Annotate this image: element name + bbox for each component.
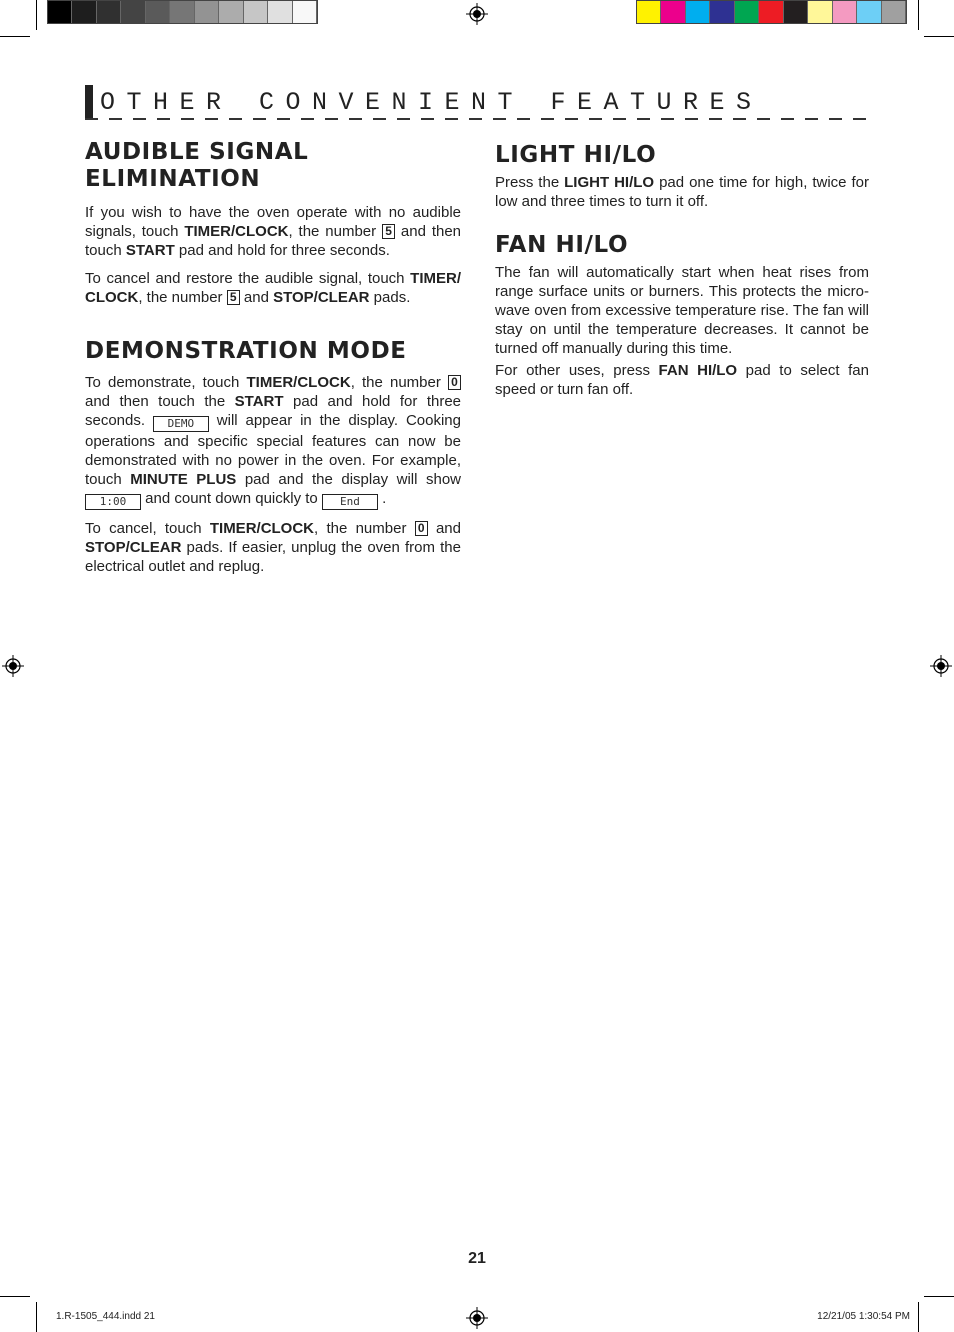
crop-mark (36, 1302, 37, 1332)
registration-mark-icon (466, 3, 488, 25)
crop-mark (918, 0, 919, 30)
number-key: 0 (448, 375, 461, 390)
demo-paragraph-2: To cancel, touch TIMER/CLOCK, the number 0 and STOP/CLEAR pads. If easier, unplug the oven from the electrical outlet and replug. (85, 520, 461, 575)
fan-paragraph-1: The fan will automatically start when heat rises from range surface units or burners. This protects the micro-wave oven from excessive temperature rise. The fan will stay on until the temperature decreases. It cannot be turned off manually during this time. (495, 264, 869, 357)
gray-swatch (121, 1, 145, 23)
color-swatch (686, 1, 710, 23)
color-swatch (882, 1, 906, 23)
fan-section (495, 232, 869, 399)
color-swatch (833, 1, 857, 23)
color-bar (636, 0, 907, 24)
gray-swatch (293, 1, 317, 23)
gray-swatch (195, 1, 219, 23)
color-swatch (637, 1, 661, 23)
gray-swatch (268, 1, 292, 23)
color-swatch (808, 1, 832, 23)
registration-mark-icon (466, 1307, 488, 1329)
gray-swatch (146, 1, 170, 23)
gray-swatch (170, 1, 194, 23)
lcd-display-demo: DEMO (153, 416, 209, 432)
gray-swatch (72, 1, 96, 23)
fan-paragraph-2: For other uses, press FAN HI/LO pad to select fan speed or turn fan off. (495, 362, 869, 398)
page-number: 21 (468, 1250, 486, 1267)
grayscale-bar (47, 0, 318, 24)
light-heading: LIGHT HI/LO (495, 142, 657, 168)
gray-swatch (48, 1, 72, 23)
lcd-display-time: 1:00 (85, 494, 141, 510)
audible-heading: AUDIBLE SIGNAL ELIMINATION (85, 139, 309, 192)
number-key: 0 (415, 521, 428, 536)
crop-mark (924, 36, 954, 37)
audible-paragraph-1: If you wish to have the oven operate with no audible signals, touch TIMER/CLOCK, the number 5 and then touch START pad and hold for three seconds. (85, 204, 462, 259)
lcd-display-end: End (322, 494, 378, 510)
color-swatch (661, 1, 685, 23)
demo-paragraph-1: To demonstrate, touch TIMER/CLOCK, the number 0 and then touch the START pad and hold for three seconds. DEMO will appear in the display. Cooking operations and specific special features can now be demonstrated with no power in the oven. For example, touch MINUTE PLUS pad and the display will show 1:00 and count down quickly to End . (85, 374, 462, 508)
color-swatch (735, 1, 759, 23)
gray-swatch (219, 1, 243, 23)
audible-signal-section (85, 139, 461, 307)
banner-marker (85, 85, 93, 118)
crop-mark (36, 0, 37, 30)
section-banner-title: OTHER CONVENIENT FEATURES (100, 88, 763, 117)
audible-paragraph-2: To cancel and restore the audible signal, touch TIMER/ CLOCK, the number 5 and STOP/CLEAR pads. (85, 270, 461, 306)
footer-file-info: 1.R-1505_444.indd 21 (56, 1311, 155, 1322)
crop-mark (0, 1296, 30, 1297)
color-swatch (710, 1, 734, 23)
gray-swatch (244, 1, 268, 23)
light-paragraph: Press the LIGHT HI/LO pad one time for high, twice for low and three times to turn it off. (495, 174, 869, 210)
demonstration-section (85, 338, 461, 576)
fan-heading: FAN HI/LO (495, 232, 629, 258)
number-key: 5 (227, 290, 240, 305)
registration-mark-icon (930, 655, 952, 677)
crop-mark (0, 36, 30, 37)
banner-dashed-rule (85, 118, 870, 120)
gray-swatch (97, 1, 121, 23)
crop-mark (918, 1302, 919, 1332)
color-swatch (759, 1, 783, 23)
color-swatch (857, 1, 881, 23)
crop-mark (924, 1296, 954, 1297)
registration-mark-icon (2, 655, 24, 677)
color-swatch (784, 1, 808, 23)
demo-heading: DEMONSTRATION MODE (85, 338, 407, 364)
light-section (495, 142, 869, 211)
number-key: 5 (382, 224, 395, 239)
footer-timestamp: 12/21/05 1:30:54 PM (817, 1311, 910, 1322)
